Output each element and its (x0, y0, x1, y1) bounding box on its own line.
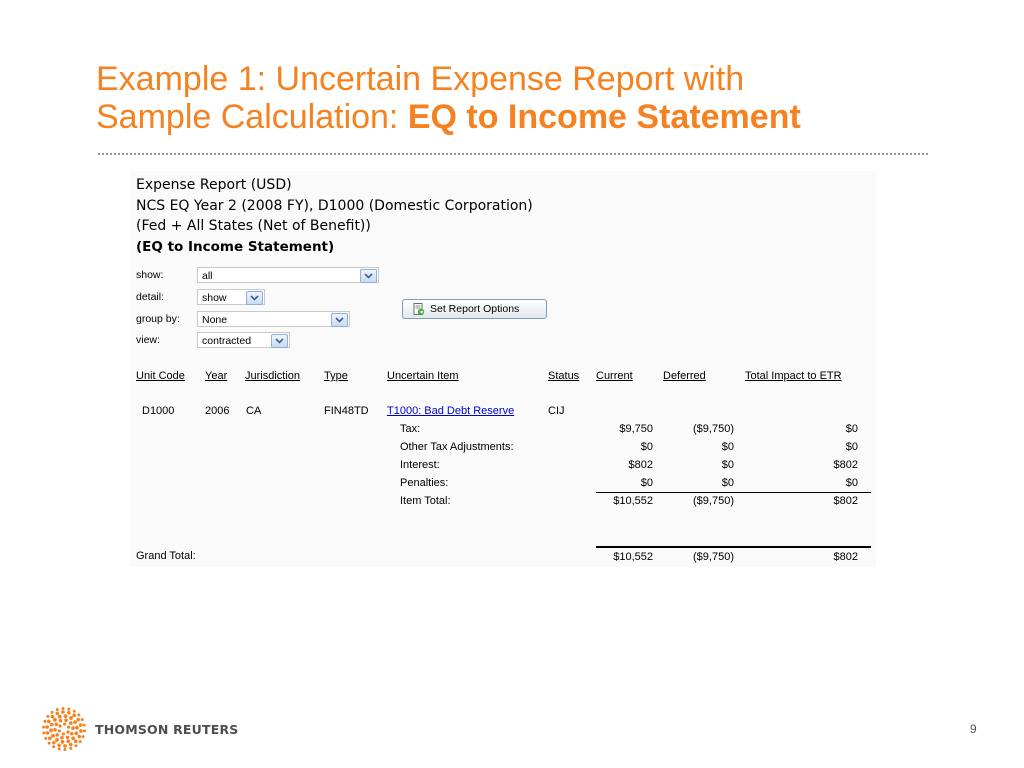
grand-total-divider (596, 546, 871, 548)
detail-option-row (136, 287, 265, 307)
slide-title (96, 60, 956, 136)
show-select-value: all (202, 270, 213, 282)
detail-label-tax: Tax: (400, 423, 421, 435)
detail-deferred-item-total: ($9,750) (693, 495, 734, 507)
view-label: view: (136, 334, 160, 346)
chevron-down-icon[interactable] (246, 291, 263, 305)
column-header-status[interactable]: Status (548, 370, 580, 382)
detail-current-interest: $802 (628, 459, 653, 471)
show-label: show: (136, 269, 164, 281)
item-total-divider (596, 492, 871, 493)
column-header-total-impact[interactable]: Total Impact to ETR (745, 370, 842, 382)
detail-label: detail: (136, 291, 165, 303)
show-select[interactable] (197, 267, 379, 283)
detail-deferred-other-adjustments: $0 (721, 441, 734, 453)
detail-current-penalties: $0 (640, 477, 653, 489)
column-header-current[interactable]: Current (596, 370, 633, 382)
page-number: 9 (970, 722, 977, 736)
detail-select-value: show (202, 292, 227, 304)
detail-deferred-penalties: $0 (721, 477, 734, 489)
footer-brand: THOMSON REUTERS (95, 722, 239, 737)
detail-label-item-total: Item Total: (400, 495, 451, 507)
row-unit-code: D1000 (142, 405, 175, 417)
title-line-1: Example 1: Uncertain Expense Report with (96, 60, 745, 98)
report-heading-4: (EQ to Income Statement) (136, 238, 335, 255)
row-jurisdiction: CA (246, 405, 262, 417)
view-select[interactable] (197, 332, 290, 348)
thomson-reuters-logo-icon (42, 707, 86, 751)
title-divider (98, 153, 928, 155)
view-select-value: contracted (202, 335, 252, 347)
detail-select[interactable] (197, 289, 265, 305)
grand-total-total: $802 (833, 551, 858, 563)
report-heading (136, 175, 533, 257)
detail-current-other-adjustments: $0 (640, 441, 653, 453)
detail-current-tax: $9,750 (619, 423, 653, 435)
report-heading-1: Expense Report (USD) (136, 177, 292, 193)
detail-total-penalties: $0 (845, 477, 858, 489)
column-header-unit-code[interactable]: Unit Code (136, 370, 185, 382)
report-options-icon (413, 303, 425, 316)
detail-label-interest: Interest: (400, 459, 440, 471)
detail-total-item-total: $802 (833, 495, 858, 507)
detail-current-item-total: $10,552 (613, 495, 653, 507)
groupby-select-value: None (202, 314, 228, 326)
chevron-down-icon[interactable] (360, 269, 377, 283)
column-header-type[interactable]: Type (324, 370, 348, 382)
detail-deferred-tax: ($9,750) (693, 423, 734, 435)
grand-total-label: Grand Total: (136, 550, 196, 562)
grand-total-deferred: ($9,750) (693, 551, 734, 563)
title-line-2-normal: Sample Calculation: (96, 98, 408, 136)
row-year: 2006 (205, 405, 230, 417)
grand-total-current: $10,552 (613, 551, 653, 563)
groupby-label: group by: (136, 313, 180, 325)
detail-label-other-adjustments: Other Tax Adjustments: (400, 441, 514, 453)
show-option-row (136, 265, 379, 285)
row-type: FIN48TD (324, 405, 369, 417)
row-status: CIJ (548, 405, 565, 417)
title-line-2-bold: EQ to Income Statement (407, 98, 801, 136)
view-option-row (136, 330, 290, 350)
detail-deferred-interest: $0 (721, 459, 734, 471)
set-report-options-label: Set Report Options (430, 303, 520, 315)
detail-total-tax: $0 (845, 423, 858, 435)
groupby-option-row (136, 309, 350, 329)
detail-total-interest: $802 (833, 459, 858, 471)
detail-total-other-adjustments: $0 (845, 441, 858, 453)
report-panel (130, 171, 876, 567)
title-line-2 (96, 98, 956, 136)
groupby-select[interactable] (197, 311, 350, 327)
report-heading-2: NCS EQ Year 2 (2008 FY), D1000 (Domestic Corporation) (136, 197, 533, 214)
chevron-down-icon[interactable] (331, 313, 348, 327)
chevron-down-icon[interactable] (271, 334, 288, 348)
column-header-year[interactable]: Year (205, 370, 228, 382)
column-header-deferred[interactable]: Deferred (663, 370, 706, 382)
column-header-uncertain-item[interactable]: Uncertain Item (387, 370, 459, 382)
detail-label-penalties: Penalties: (400, 477, 449, 489)
column-header-jurisdiction[interactable]: Jurisdiction (245, 370, 301, 382)
set-report-options-button[interactable] (402, 299, 547, 319)
report-heading-3: (Fed + All States (Net of Benefit)) (136, 218, 371, 234)
uncertain-item-link[interactable]: T1000: Bad Debt Reserve (387, 405, 515, 417)
